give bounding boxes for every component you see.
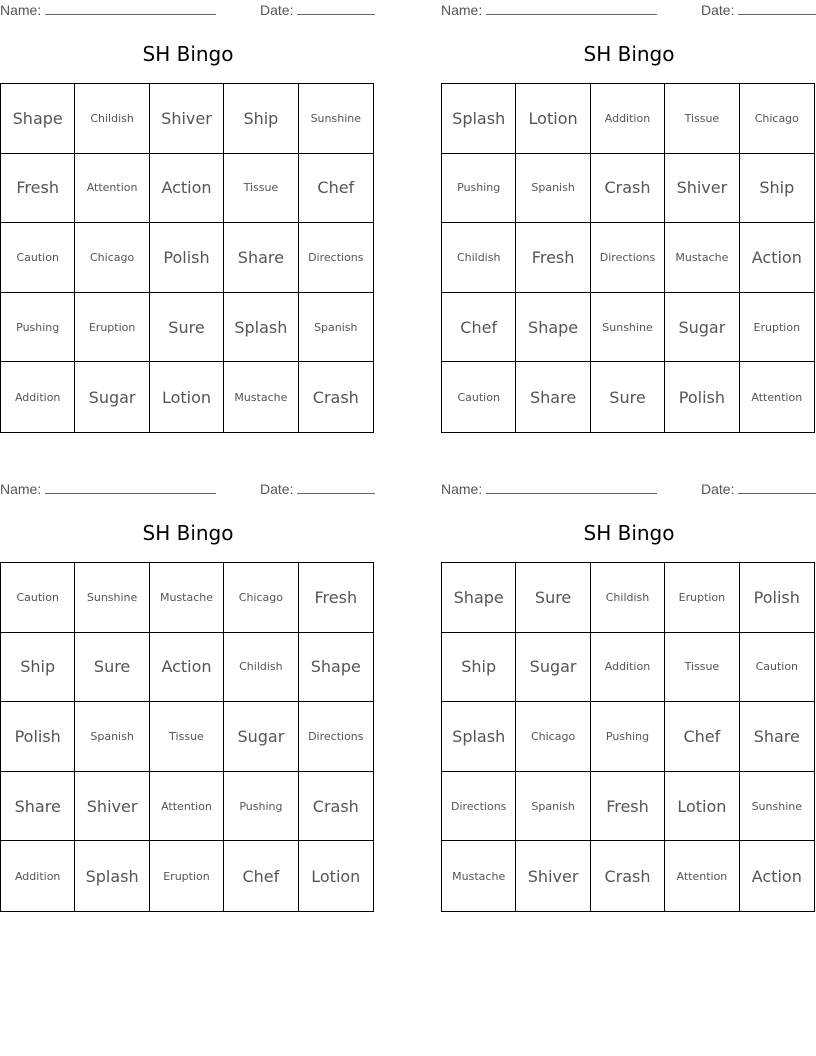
bingo-cell: Chef <box>665 702 739 772</box>
date-field <box>260 481 375 497</box>
date-field <box>701 481 816 497</box>
bingo-cell: Sunshine <box>299 84 373 154</box>
bingo-cell: Caution <box>1 563 75 633</box>
bingo-cell: Addition <box>591 633 665 703</box>
name-label: Name: <box>0 2 42 18</box>
bingo-grid <box>0 83 374 433</box>
bingo-cell: Ship <box>442 633 516 703</box>
bingo-cell: Fresh <box>1 154 75 224</box>
bingo-grid <box>441 562 815 912</box>
bingo-cell: Action <box>740 223 814 293</box>
bingo-cell: Directions <box>591 223 665 293</box>
bingo-cell: Childish <box>75 84 149 154</box>
bingo-cell: Addition <box>1 841 75 911</box>
bingo-cell: Shape <box>442 563 516 633</box>
bingo-cell: Tissue <box>665 84 739 154</box>
bingo-cell: Sure <box>150 293 224 363</box>
name-line <box>486 481 657 494</box>
bingo-grid <box>0 562 374 912</box>
name-field <box>0 481 216 497</box>
date-field <box>260 2 375 18</box>
bingo-cell: Action <box>751 866 802 886</box>
name-field <box>441 2 657 18</box>
bingo-cell: Pushing <box>591 702 665 772</box>
bingo-cell: Share <box>516 362 590 432</box>
bingo-cell: Ship <box>740 154 814 224</box>
name-line <box>45 2 216 15</box>
name-field <box>0 2 216 18</box>
bingo-cell: Share <box>224 223 298 293</box>
bingo-cell: Chicago <box>224 563 298 633</box>
bingo-cell: Tissue <box>150 702 224 772</box>
bingo-cell: Sure <box>591 362 665 432</box>
bingo-cell: Fresh <box>299 563 373 633</box>
bingo-cell: Mustache <box>150 563 224 633</box>
bingo-cell: Chef <box>442 293 516 363</box>
bingo-cell: Sure <box>75 633 149 703</box>
name-label: Name: <box>441 2 483 18</box>
bingo-cell: Tissue <box>224 154 298 224</box>
name-label: Name: <box>0 481 42 497</box>
card-title: SH Bingo <box>583 42 675 66</box>
bingo-cell: Shape <box>1 84 75 154</box>
bingo-cell: Splash <box>442 702 516 772</box>
bingo-cell: Polish <box>740 563 814 633</box>
bingo-cell: Action <box>150 154 224 224</box>
bingo-cell: Attention <box>150 772 224 842</box>
bingo-cell: Splash <box>75 841 149 911</box>
bingo-cell: Tissue <box>665 633 739 703</box>
name-line <box>486 2 657 15</box>
bingo-cell: Splash <box>442 84 516 154</box>
bingo-cell: Directions <box>299 702 373 772</box>
bingo-cell: Attention <box>75 154 149 224</box>
date-line <box>738 2 816 15</box>
bingo-cell: Share <box>1 772 75 842</box>
bingo-cell: Pushing <box>442 154 516 224</box>
bingo-cell: Share <box>740 702 814 772</box>
bingo-cell: Sunshine <box>591 293 665 363</box>
bingo-cell: Addition <box>1 362 75 432</box>
bingo-cell: Pushing <box>1 293 75 363</box>
bingo-cell: Eruption <box>75 293 149 363</box>
bingo-cell: Chef <box>224 841 298 911</box>
bingo-cell: Sugar <box>665 293 739 363</box>
bingo-cell: Ship <box>1 633 75 703</box>
date-line <box>297 2 375 15</box>
bingo-cell: Lotion <box>311 866 361 886</box>
bingo-cell: Ship <box>224 84 298 154</box>
bingo-cell: Lotion <box>516 84 590 154</box>
bingo-cell: Addition <box>591 84 665 154</box>
bingo-cell: Crash <box>299 772 373 842</box>
bingo-cell: Shiver <box>516 841 590 911</box>
bingo-cell: Spanish <box>516 772 590 842</box>
bingo-cell: Shiver <box>665 154 739 224</box>
bingo-cell: Sunshine <box>740 772 814 842</box>
bingo-cell: Fresh <box>516 223 590 293</box>
bingo-cell: Spanish <box>299 293 373 363</box>
bingo-cell: Childish <box>224 633 298 703</box>
bingo-grid <box>441 83 815 433</box>
bingo-cell: Eruption <box>150 841 224 911</box>
bingo-cell: Chicago <box>75 223 149 293</box>
bingo-cell: Spanish <box>516 154 590 224</box>
bingo-cell: Childish <box>442 223 516 293</box>
card-title: SH Bingo <box>142 521 234 545</box>
bingo-cell: Shiver <box>150 84 224 154</box>
bingo-cell: Sunshine <box>75 563 149 633</box>
bingo-cell: Caution <box>442 362 516 432</box>
bingo-cell: Attention <box>751 390 803 404</box>
bingo-cell: Crash <box>591 841 665 911</box>
bingo-cell: Directions <box>442 772 516 842</box>
bingo-cell: Polish <box>150 223 224 293</box>
name-label: Name: <box>441 481 483 497</box>
bingo-cell: Mustache <box>665 223 739 293</box>
bingo-cell: Caution <box>1 223 75 293</box>
date-label: Date: <box>260 481 294 497</box>
name-field <box>441 481 657 497</box>
bingo-cell: Chef <box>299 154 373 224</box>
bingo-cell: Spanish <box>75 702 149 772</box>
date-label: Date: <box>260 2 294 18</box>
bingo-cell: Polish <box>665 362 739 432</box>
bingo-cell: Shiver <box>75 772 149 842</box>
bingo-cell: Eruption <box>740 293 814 363</box>
bingo-cell: Crash <box>591 154 665 224</box>
bingo-cell: Shape <box>516 293 590 363</box>
bingo-cell: Eruption <box>665 563 739 633</box>
date-label: Date: <box>701 2 735 18</box>
bingo-cell: Directions <box>299 223 373 293</box>
bingo-cell: Pushing <box>224 772 298 842</box>
bingo-cell: Mustache <box>442 841 516 911</box>
bingo-cell: Splash <box>224 293 298 363</box>
bingo-cell: Childish <box>591 563 665 633</box>
bingo-cell: Mustache <box>224 362 298 432</box>
bingo-cell: Sugar <box>75 362 149 432</box>
bingo-cell: Chicago <box>740 84 814 154</box>
bingo-cell: Sugar <box>224 702 298 772</box>
card-title: SH Bingo <box>142 42 234 66</box>
bingo-cell: Sugar <box>516 633 590 703</box>
bingo-cell: Lotion <box>150 362 224 432</box>
bingo-cell: Caution <box>740 633 814 703</box>
bingo-cell: Crash <box>312 387 359 407</box>
name-line <box>45 481 216 494</box>
bingo-cell: Action <box>150 633 224 703</box>
bingo-cell: Lotion <box>665 772 739 842</box>
bingo-cell: Sure <box>516 563 590 633</box>
bingo-cell: Polish <box>1 702 75 772</box>
card-title: SH Bingo <box>583 521 675 545</box>
date-line <box>738 481 816 494</box>
bingo-cell: Attention <box>665 841 739 911</box>
date-label: Date: <box>701 481 735 497</box>
bingo-cell: Chicago <box>516 702 590 772</box>
date-field <box>701 2 816 18</box>
date-line <box>297 481 375 494</box>
bingo-cell: Fresh <box>591 772 665 842</box>
bingo-cell: Shape <box>299 633 373 703</box>
